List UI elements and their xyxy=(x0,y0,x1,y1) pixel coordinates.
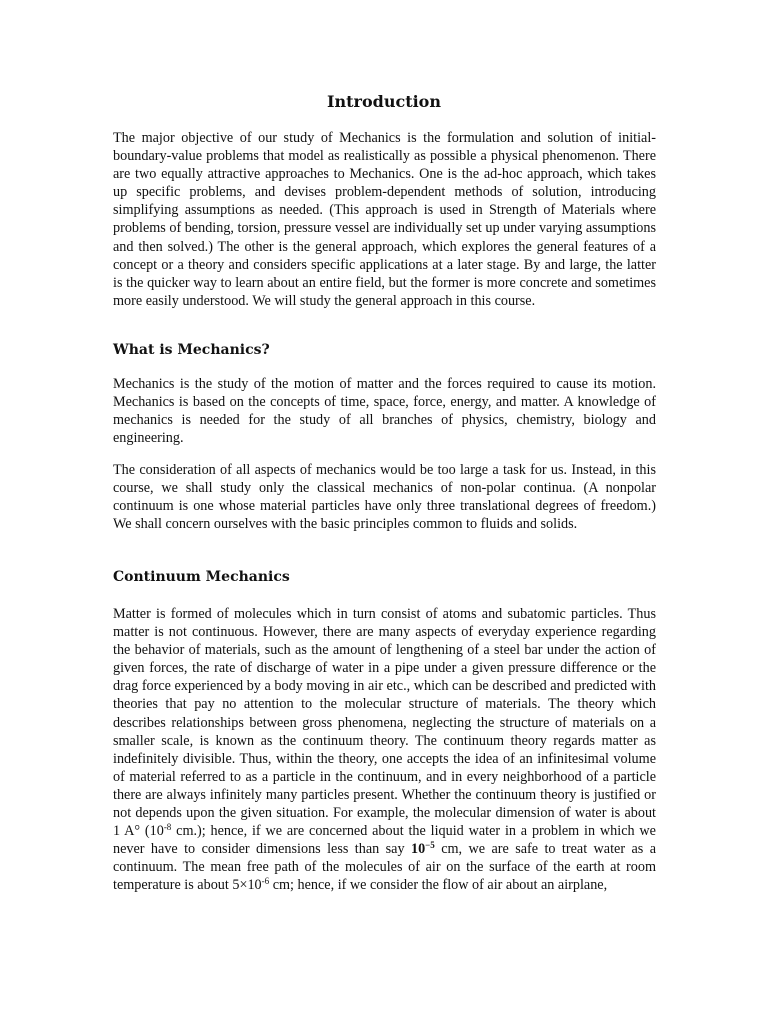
continuum-paragraph xyxy=(113,605,656,895)
continuum-text-b: cm.); hence, if we are concerned about the liquid water in a problem in which we never have to consider dimensions less than say xyxy=(113,823,656,858)
math-expression xyxy=(411,841,435,857)
intro-paragraph: The major objective of our study of Mechanics is the formulation and solution of initial-boundary-value problems that model as realistically as possible a physical phenomenon. There are two equally attractive approaches to Mechanics. One is the ad-hoc approach, which takes up specific problems, and devises problem-dependent methods of solution, introducing simplifying assumptions as needed. (This approach is used in Strength of Materials where problems of bending, torsion, pressure vessel are individually set up under varying assumptions and then solved.) The other is the general approach, which explores the general features of a concept or a theory and considers specific applications at a later stage. By and large, the latter is the quicker way to learn about an entire field, but the former is more concrete and sometimes more easily understood. We will study the general approach in this course. xyxy=(113,130,656,309)
mechanics-definition-paragraph: Mechanics is the study of the motion of matter and the forces required to cause its motion. Mechanics is based on the concepts of time, space, force, energy, and matter. A knowledge of mechanics is needed for the study of all branches of physics, chemistry, biology and engineering. xyxy=(113,376,656,447)
page-title: Introduction xyxy=(327,92,441,111)
section-heading-what-is-mechanics: What is Mechanics? xyxy=(113,342,270,358)
math-exponent: −5 xyxy=(425,840,435,851)
math-base: 10 xyxy=(410,841,426,858)
continuum-text-a: Matter is formed of molecules which in turn consist of atoms and subatomic particles. Thus matter is not continuous. However, there are many aspects of everyday experience regarding the behavior of materials, such as the amount of lengthening of a steel bar under the action of given forces, the rate of discharge of water in a pipe under a given pressure difference or the drag force experienced by a body moving in air etc., which can be described and predicted with theories that pay no attention to the molecular structure of materials. The theory which describes relationships between gross phenomena, neglecting the structure of materials on a smaller scale, is known as the continuum theory. The continuum theory regards matter as indefinitely divisible. Thus, within the theory, one accepts the idea of an infinitesimal volume of material referred to as a particle in the continuum, and in every neighborhood of a particle there are always infinitely many particles present. Whether the continuum theory is justified or not depends upon the given situation. For example, the molecular dimension of water is about 1 A° (10 xyxy=(113,606,656,840)
classical-mechanics-paragraph: The consideration of all aspects of mechanics would be too large a task for us. Instead, in this course, we shall study only the classical mechanics of non-polar continua. (A nonpolar continuum is one whose material particles have only three translational degrees of freedom.) We shall concern ourselves with the basic principles common to fluids and solids. xyxy=(113,462,656,533)
continuum-text-c: cm, we are safe to treat water as a continuum. The mean free path of the molecules of air on the surface of the earth at room temperature is about 5×10 xyxy=(113,841,657,894)
exponent-a: -8 xyxy=(163,822,172,833)
continuum-text-d: cm; hence, if we consider the flow of air about an airplane, xyxy=(269,877,608,894)
exponent-c: -6 xyxy=(261,876,270,887)
section-heading-continuum-mechanics: Continuum Mechanics xyxy=(113,569,290,585)
